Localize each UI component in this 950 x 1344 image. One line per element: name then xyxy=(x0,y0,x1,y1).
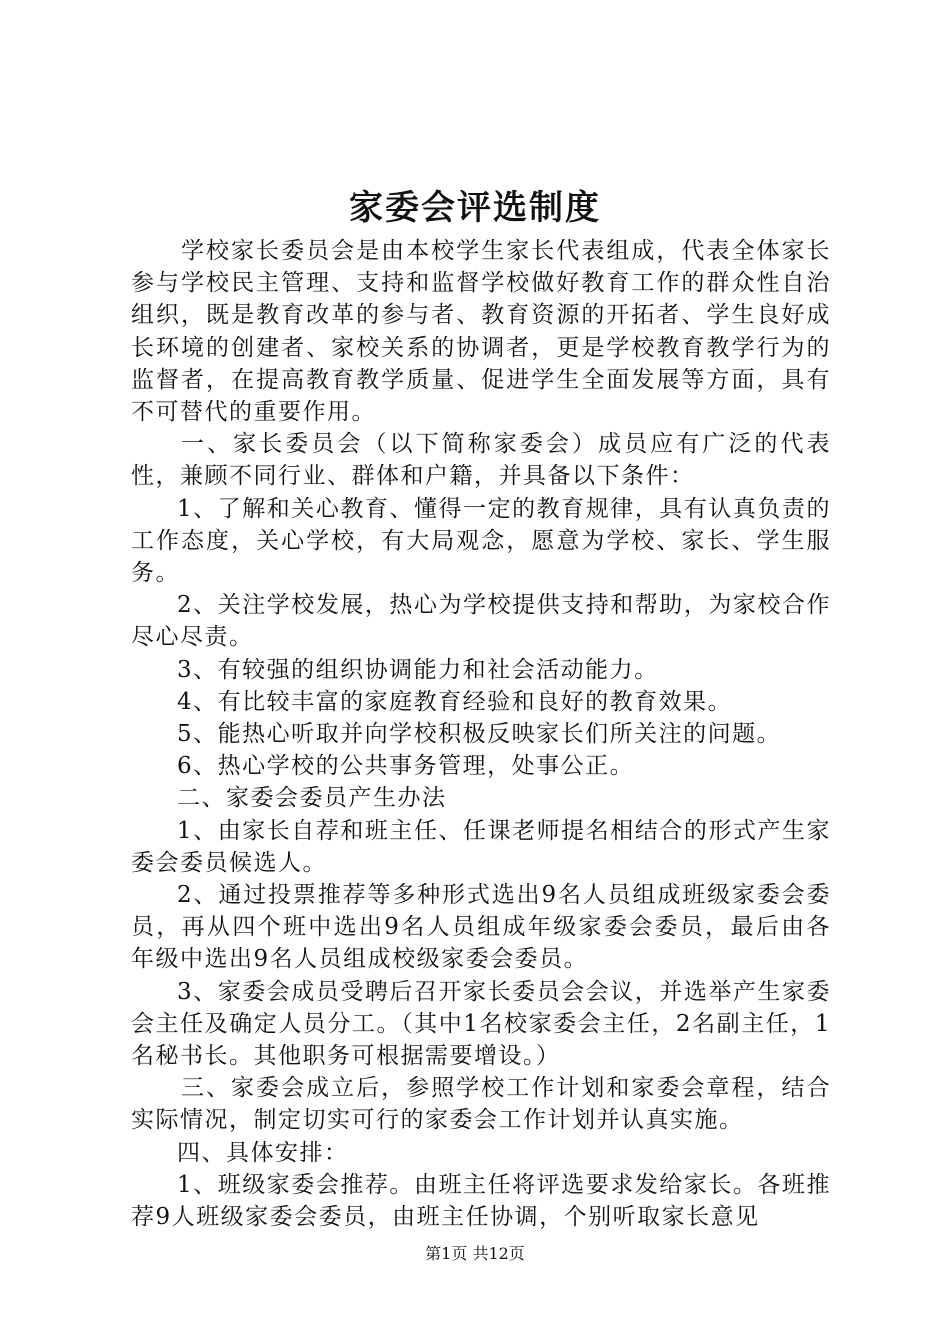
method-item-1: 1、由家长自荐和班主任、任课老师提名相结合的形式产生家委会委员候选人。 xyxy=(131,817,831,876)
arrangement-item-1: 1、班级家委会推荐。由班主任将评选要求发给家长。各班推荐9人班级家委会委员，由班主任协调，个别听取家长意见 xyxy=(131,1171,831,1231)
method-item-3: 3、家委会成员受聘后召开家长委员会会议，并选举产生家委会主任及确定人员分工。（其中1名校家委会主任，2名副主任，1名秘书长。其他职务可根据需要增设。） xyxy=(131,978,831,1070)
page-number-footer: 第1页 共12页 xyxy=(425,1244,525,1263)
condition-item-5: 5、能热心听取并向学校积极反映家长们所关注的问题。 xyxy=(177,721,782,748)
condition-item-1: 1、了解和关心教育、懂得一定的教育规律，具有认真负责的工作态度，关心学校，有大局观念，愿意为学校、家长、学生服务。 xyxy=(131,495,831,587)
condition-item-6: 6、热心学校的公共事务管理，处事公正。 xyxy=(177,753,635,780)
section-3-paragraph: 三、家委会成立后，参照学校工作计划和家委会章程，结合实际情况，制定切实可行的家委会工作计划并认真实施。 xyxy=(131,1075,831,1134)
section-1-heading: 一、家长委员会（以下简称家委会）成员应有广泛的代表性，兼顾不同行业、群体和户籍，并具备以下条件： xyxy=(131,431,831,490)
condition-item-4: 4、有比较丰富的家庭教育经验和良好的教育效果。 xyxy=(177,688,733,715)
document-title: 家委会评选制度 xyxy=(349,188,601,228)
section-4-heading: 四、具体安排： xyxy=(177,1139,349,1166)
method-item-2: 2、通过投票推荐等多种形式选出9名人员组成班级家委会委员，再从四个班中选出9名人员组成年级家委会委员，最后由各年级中选出9名人员组成校级家委会委员。 xyxy=(131,882,831,973)
condition-item-2: 2、关注学校发展，热心为学校提供支持和帮助，为家校合作尽心尽责。 xyxy=(131,592,831,651)
intro-paragraph: 学校家长委员会是由本校学生家长代表组成，代表全体家长参与学校民主管理、支持和监督学校做好教育工作的群众性自治组织，既是教育改革的参与者、教育资源的开拓者、学生良好成长环境的创建者、家校关系的协调者，更是学校教育教学行为的监督者，在提高教育教学质量、促进学生全面发展等方面，具有不可替代的重要作用。 xyxy=(131,238,831,426)
condition-item-3: 3、有较强的组织协调能力和社会活动能力。 xyxy=(177,656,659,683)
section-2-heading: 二、家委会委员产生办法 xyxy=(177,785,447,812)
document-body xyxy=(131,235,831,1233)
